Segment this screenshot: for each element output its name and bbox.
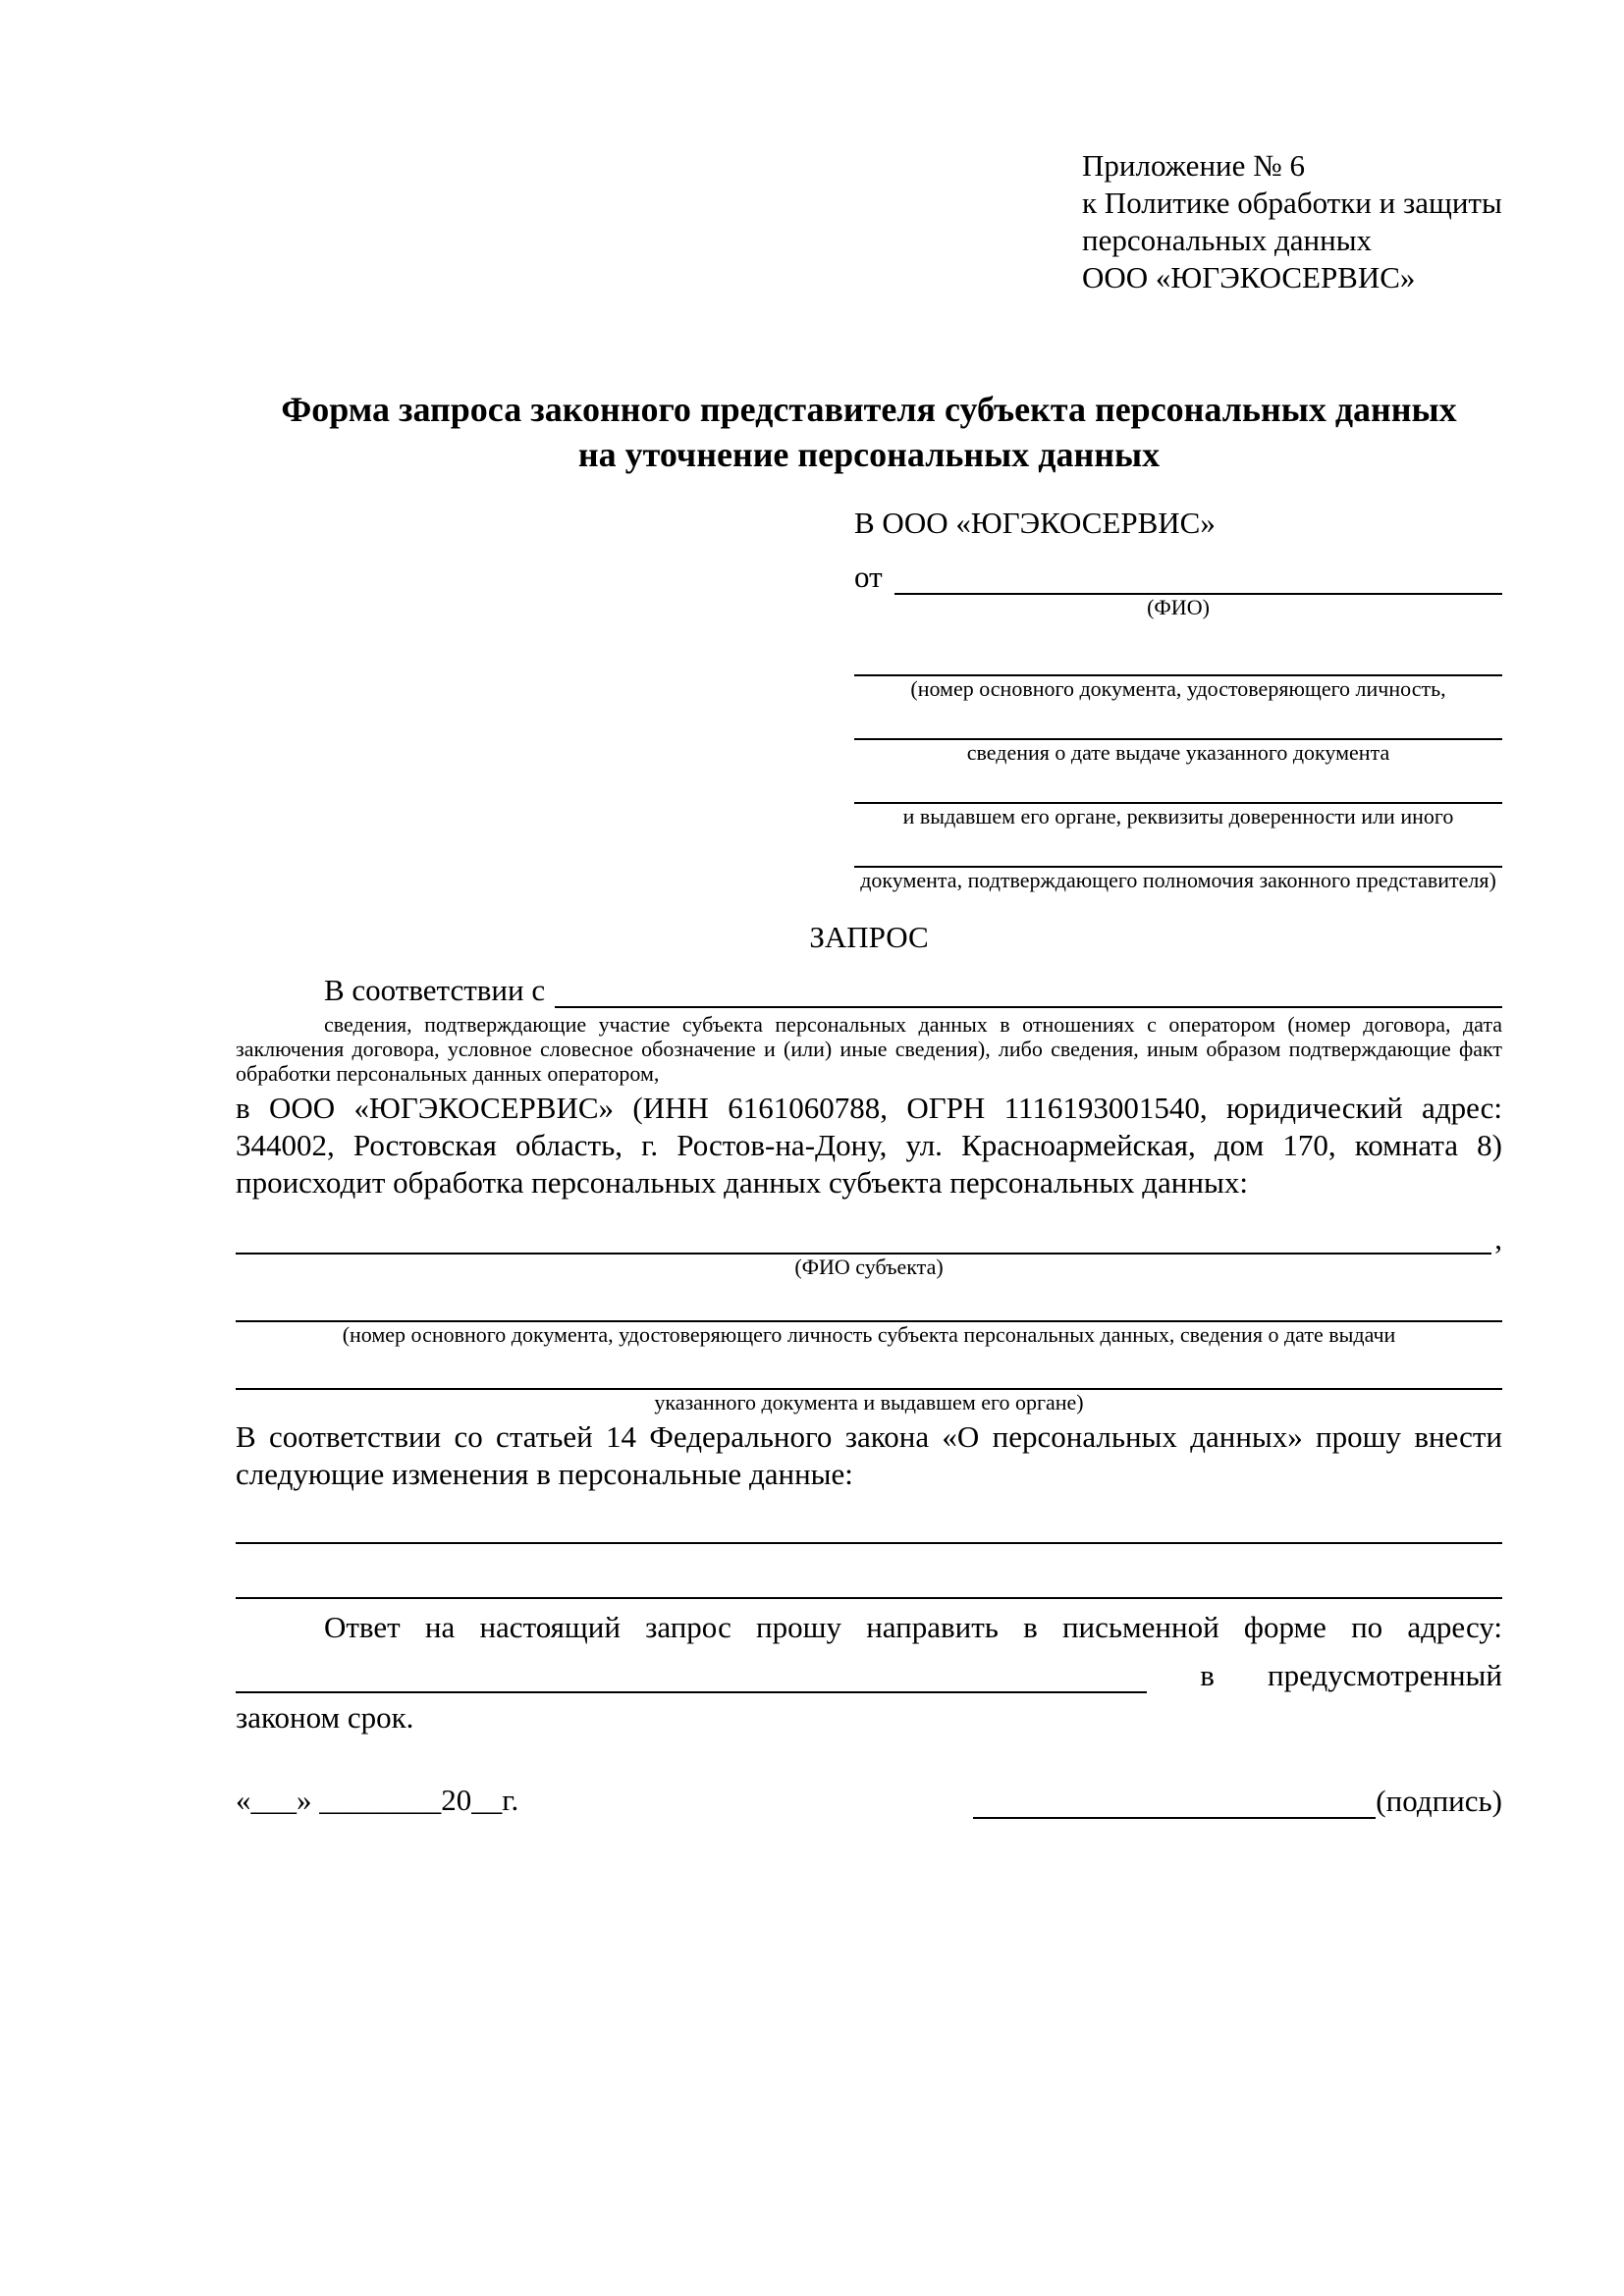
date-placeholder: «___» ________20__г. (236, 1783, 519, 1817)
subject-fio-caption: (ФИО субъекта) (794, 1255, 944, 1279)
rep-doc-field-line-3 (854, 769, 1502, 804)
rep-doc-field-caption-2: сведения о дате выдаче указанного документа (966, 740, 1390, 765)
subject-doc-line-1 (236, 1279, 1502, 1322)
stipulated-word: предусмотренный (1268, 1658, 1502, 1692)
signature-block (973, 1782, 1502, 1819)
trailing-comma: , (1494, 1221, 1502, 1255)
subject-doc-caption-2: указанного документа и выдавшем его органе) (654, 1390, 1084, 1415)
addressee-block (854, 505, 1502, 892)
rep-doc-field-line-1 (854, 641, 1502, 676)
title-line-1: Форма запроса законного представителя субъекта персональных данных (281, 390, 1457, 429)
changes-blank-line-1 (236, 1493, 1502, 1544)
from-fill-line (894, 546, 1502, 595)
subject-doc-caption-1: (номер основного документа, удостоверяющего личность субъекта персональных данных, сведения о дате выдачи (342, 1322, 1396, 1347)
rep-doc-field-caption-3: и выдавшем его органе, реквизиты доверенности или иного (902, 804, 1454, 828)
footnote-note: сведения, подтверждающие участие субъекта персональных данных в отношениях с оператором (номер договора, дата заключения договора, условное словесное обозначение и (или) иные сведения), либо сведения, иным образом подтверждающие факт обработки персональных данных оператором, (236, 1012, 1502, 1086)
operator-paragraph: в ООО «ЮГЭКОСЕРВИС» (ИНН 6161060788, ОГРН 1116193001540, юридический адрес: 344002, Ростовская область, г. Ростов-на-Дону, ул. Красноармейская, дом 170, комната 8) происходит обработка персональных данных субъекта персональных данных: (236, 1091, 1502, 1200)
subject-fio-row (236, 1217, 1502, 1255)
response-tail: законом срок. (236, 1700, 414, 1735)
changes-blank-line-2 (236, 1544, 1502, 1599)
address-fill-line (236, 1644, 1147, 1693)
addressee-to: В ООО «ЮГЭКОСЕРВИС» (854, 506, 1216, 540)
signature-line (973, 1782, 1376, 1819)
address-row (236, 1646, 1502, 1693)
request-heading: ЗАПРОС (809, 920, 929, 954)
response-paragraph: Ответ на настоящий запрос прошу направить в письменной форме по адресу: (324, 1610, 1502, 1644)
appendix-line-2: к Политике обработки и защиты (1082, 186, 1502, 220)
appendix-line-4: ООО «ЮГЭКОСЕРВИС» (1082, 260, 1416, 294)
title-line-2: на уточнение персональных данных (577, 435, 1161, 474)
appendix-block (1082, 147, 1502, 296)
rep-doc-field-caption-4: документа, подтверждающего полномочия законного представителя) (860, 868, 1496, 892)
rep-doc-field-caption-1: (номер основного документа, удостоверяющего личность, (910, 676, 1446, 701)
in-word: в (1200, 1658, 1215, 1692)
document-content (236, 147, 1502, 1819)
appendix-line-1: Приложение № 6 (1082, 148, 1305, 183)
intro-fill-line (555, 965, 1502, 1008)
rep-doc-field-line-2 (854, 705, 1502, 740)
intro-label: В соответствии с (324, 973, 546, 1007)
rep-doc-field-line-4 (854, 832, 1502, 868)
from-label: от (854, 560, 883, 594)
subject-doc-line-2 (236, 1347, 1502, 1390)
from-row (854, 548, 1502, 595)
fio-caption: (ФИО) (1147, 595, 1210, 619)
amendment-paragraph: В соответствии со статьей 14 Федерального закона «О персональных данных» прошу внести следующие изменения в персональные данные: (236, 1419, 1502, 1491)
signature-caption: (подпись) (1376, 1784, 1502, 1818)
appendix-line-3: персональных данных (1082, 223, 1373, 257)
subject-fio-line (236, 1217, 1491, 1255)
signature-row (236, 1782, 1502, 1819)
page-title (236, 387, 1502, 477)
intro-row (236, 967, 1502, 1008)
